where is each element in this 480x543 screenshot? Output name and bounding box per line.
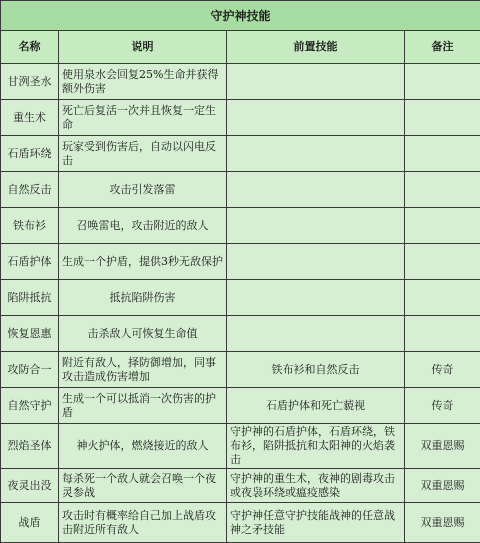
skill-name: 甘洌圣水 <box>1 64 59 100</box>
table-row <box>1 316 480 352</box>
skill-note <box>405 208 480 244</box>
skill-name: 自然守护 <box>1 388 59 424</box>
skill-prerequisite <box>227 280 405 316</box>
skill-description: 击杀敌人可恢复生命值 <box>59 316 227 352</box>
skill-prerequisite <box>227 64 405 100</box>
table-row <box>1 136 480 172</box>
skill-name: 自然反击 <box>1 172 59 208</box>
table-row <box>1 244 480 280</box>
skill-name: 石盾护体 <box>1 244 59 280</box>
header-prerequisite: 前置技能 <box>227 31 405 64</box>
skill-name: 烈焰圣体 <box>1 424 59 469</box>
table-row <box>1 469 480 503</box>
skill-note <box>405 280 480 316</box>
header-description: 说明 <box>59 31 227 64</box>
skill-description: 攻击引发落雷 <box>59 172 227 208</box>
skill-description: 生成一个可以抵消一次伤害的护盾 <box>59 388 227 424</box>
skill-description: 死亡后复活一次并且恢复一定生命 <box>59 100 227 136</box>
skill-prerequisite: 守护神的重生术，夜神的剧毒攻击或夜袅环绕或瘟疫感染 <box>227 469 405 503</box>
skill-description: 生成一个护盾，提供3秒无敌保护 <box>59 244 227 280</box>
skill-description: 每杀死一个敌人就会召唤一个夜灵参战 <box>59 469 227 503</box>
skill-name: 战盾 <box>1 503 59 543</box>
skill-prerequisite: 铁布衫和自然反击 <box>227 352 405 388</box>
skill-name: 石盾环绕 <box>1 136 59 172</box>
table-row <box>1 100 480 136</box>
skill-name: 陷阱抵抗 <box>1 280 59 316</box>
skill-note: 双重恩赐 <box>405 424 480 469</box>
skill-description: 神火护体，燃烧接近的敌人 <box>59 424 227 469</box>
table-row <box>1 172 480 208</box>
skill-description: 使用泉水会回复25%生命并获得额外伤害 <box>59 64 227 100</box>
skill-description: 攻击时有概率给自己加上战盾攻击附近所有敌人 <box>59 503 227 543</box>
skill-prerequisite <box>227 136 405 172</box>
table-row <box>1 503 480 543</box>
skill-note <box>405 136 480 172</box>
skill-note <box>405 100 480 136</box>
skill-note <box>405 172 480 208</box>
skill-prerequisite: 石盾护体和死亡藐视 <box>227 388 405 424</box>
skill-name: 铁布衫 <box>1 208 59 244</box>
skill-note <box>405 244 480 280</box>
skill-name: 重生术 <box>1 100 59 136</box>
table-row <box>1 352 480 388</box>
skill-description: 召唤雷电，攻击附近的敌人 <box>59 208 227 244</box>
table-row <box>1 280 480 316</box>
skill-prerequisite <box>227 100 405 136</box>
table-row <box>1 388 480 424</box>
skill-prerequisite <box>227 316 405 352</box>
skill-note <box>405 316 480 352</box>
skill-prerequisite: 守护神任意守护技能战神的任意战神之矛技能 <box>227 503 405 543</box>
skill-prerequisite <box>227 244 405 280</box>
skill-note: 传奇 <box>405 388 480 424</box>
skill-name: 恢复恩惠 <box>1 316 59 352</box>
table-row <box>1 64 480 100</box>
skill-description: 抵抗陷阱伤害 <box>59 280 227 316</box>
skill-note: 传奇 <box>405 352 480 388</box>
skill-note <box>405 64 480 100</box>
table-row <box>1 208 480 244</box>
skill-prerequisite <box>227 208 405 244</box>
table-row <box>1 424 480 469</box>
skill-note: 双重恩赐 <box>405 469 480 503</box>
skill-name: 攻防合一 <box>1 352 59 388</box>
table-title: 守护神技能 <box>1 1 480 31</box>
skill-prerequisite <box>227 172 405 208</box>
skill-description: 附近有敌人，择防御增加，同事攻击造成伤害增加 <box>59 352 227 388</box>
header-name: 名称 <box>1 31 59 64</box>
skill-prerequisite: 守护神的石盾护体，石盾环绕，铁布衫，陷阱抵抗和太阳神的火焰袭击 <box>227 424 405 469</box>
header-note: 备注 <box>405 31 480 64</box>
skill-description: 玩家受到伤害后，自动以闪电反击 <box>59 136 227 172</box>
skill-note: 双重恩赐 <box>405 503 480 543</box>
skill-name: 夜灵出没 <box>1 469 59 503</box>
